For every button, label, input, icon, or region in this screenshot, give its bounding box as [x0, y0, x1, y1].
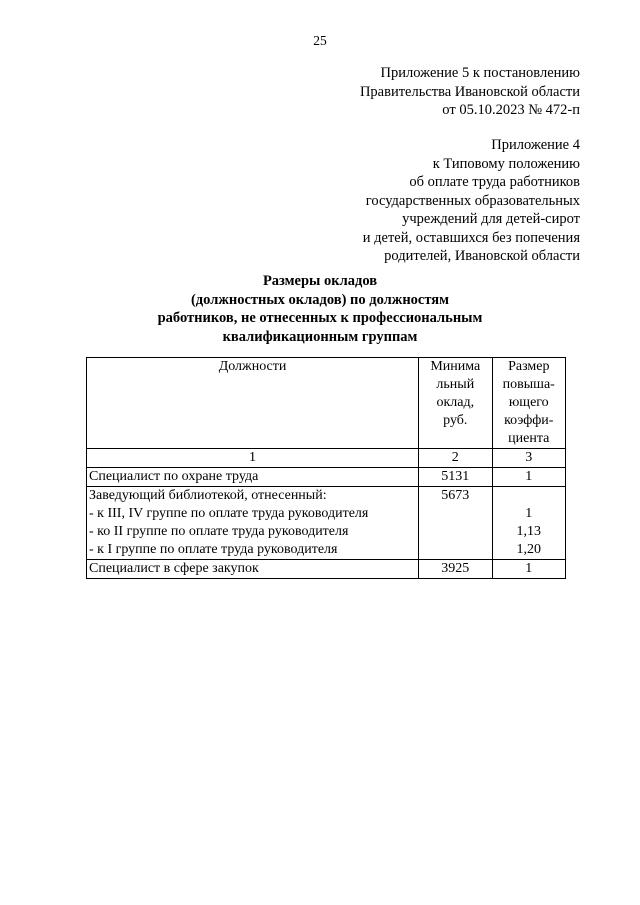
table-row	[87, 560, 566, 579]
salary-cell: 5673	[419, 487, 492, 560]
salary-cell: 5131	[419, 468, 492, 487]
appendix-4-line: государственных образовательных	[365, 192, 580, 209]
appendix-4-reference	[363, 136, 580, 266]
coefficient-value: 1,13	[516, 524, 542, 539]
page-number: 25	[313, 33, 327, 48]
title-line: работников, не отнесенных к профессиональным	[157, 310, 483, 326]
table-header-row	[87, 358, 566, 449]
header-coefficient	[492, 358, 565, 449]
coefficient-cell	[492, 487, 565, 560]
appendix-4-line: об оплате труда работников	[409, 174, 580, 190]
header-min-salary-line: руб.	[443, 413, 468, 428]
coefficient-value: 1,20	[516, 542, 542, 557]
salary-cell: 3925	[419, 560, 492, 579]
coefficient-cell	[492, 468, 565, 487]
coefficient-value: 1	[525, 561, 533, 576]
column-number: 1	[87, 449, 419, 468]
appendix-5-reference	[360, 64, 580, 120]
header-coefficient-line: циента	[508, 431, 550, 446]
coefficient-value: 1	[525, 469, 533, 484]
header-coefficient-line: повыша-	[502, 377, 555, 392]
appendix-4-line: Приложение 4	[491, 137, 580, 153]
title-line: Размеры окладов	[262, 273, 378, 289]
salary-table	[86, 357, 566, 579]
position-text: - к III, IV группе по оплате труда руководителя	[89, 506, 369, 521]
column-number: 3	[492, 449, 565, 468]
title-line: квалификационным группам	[222, 328, 418, 345]
title-line: (должностных окладов) по должностям	[190, 291, 450, 308]
column-number: 2	[419, 449, 492, 468]
header-coefficient-line: коэффи-	[504, 413, 554, 428]
coefficient-value	[495, 487, 563, 505]
header-min-salary-line: Минима	[430, 359, 481, 374]
header-min-salary-line: оклад,	[436, 395, 475, 410]
position-cell	[87, 468, 419, 487]
position-text: - ко II группе по оплате труда руководителя	[89, 524, 349, 539]
appendix-4-line: учреждений для детей-сирот	[402, 211, 580, 227]
appendix-5-line: Правительства Ивановской области	[359, 83, 580, 100]
header-min-salary-line: льный	[436, 377, 475, 392]
position-text: Заведующий библиотекой, отнесенный:	[89, 488, 327, 503]
position-text: Специалист в сфере закупок	[89, 561, 259, 576]
header-position: Должности	[87, 358, 419, 449]
column-number-row	[87, 449, 566, 468]
header-coefficient-line: Размер	[508, 359, 550, 374]
position-text: - к I группе по оплате труда руководителя	[89, 542, 338, 557]
appendix-4-line: родителей, Ивановской области	[384, 248, 580, 264]
appendix-4-line: и детей, оставшихся без попечения	[362, 229, 580, 246]
header-min-salary	[419, 358, 492, 449]
coefficient-value: 1	[525, 506, 533, 521]
position-cell	[87, 560, 419, 579]
appendix-4-line: к Типовому положению	[432, 155, 580, 172]
table-row	[87, 468, 566, 487]
position-text: Специалист по охране труда	[89, 469, 259, 484]
coefficient-cell	[492, 560, 565, 579]
table-row	[87, 487, 566, 560]
appendix-5-line: Приложение 5 к постановлению	[380, 65, 580, 81]
header-coefficient-line: ющего	[508, 395, 549, 410]
appendix-5-line: от 05.10.2023 № 472-п	[442, 102, 580, 118]
document-title	[0, 272, 640, 346]
position-cell	[87, 487, 419, 560]
